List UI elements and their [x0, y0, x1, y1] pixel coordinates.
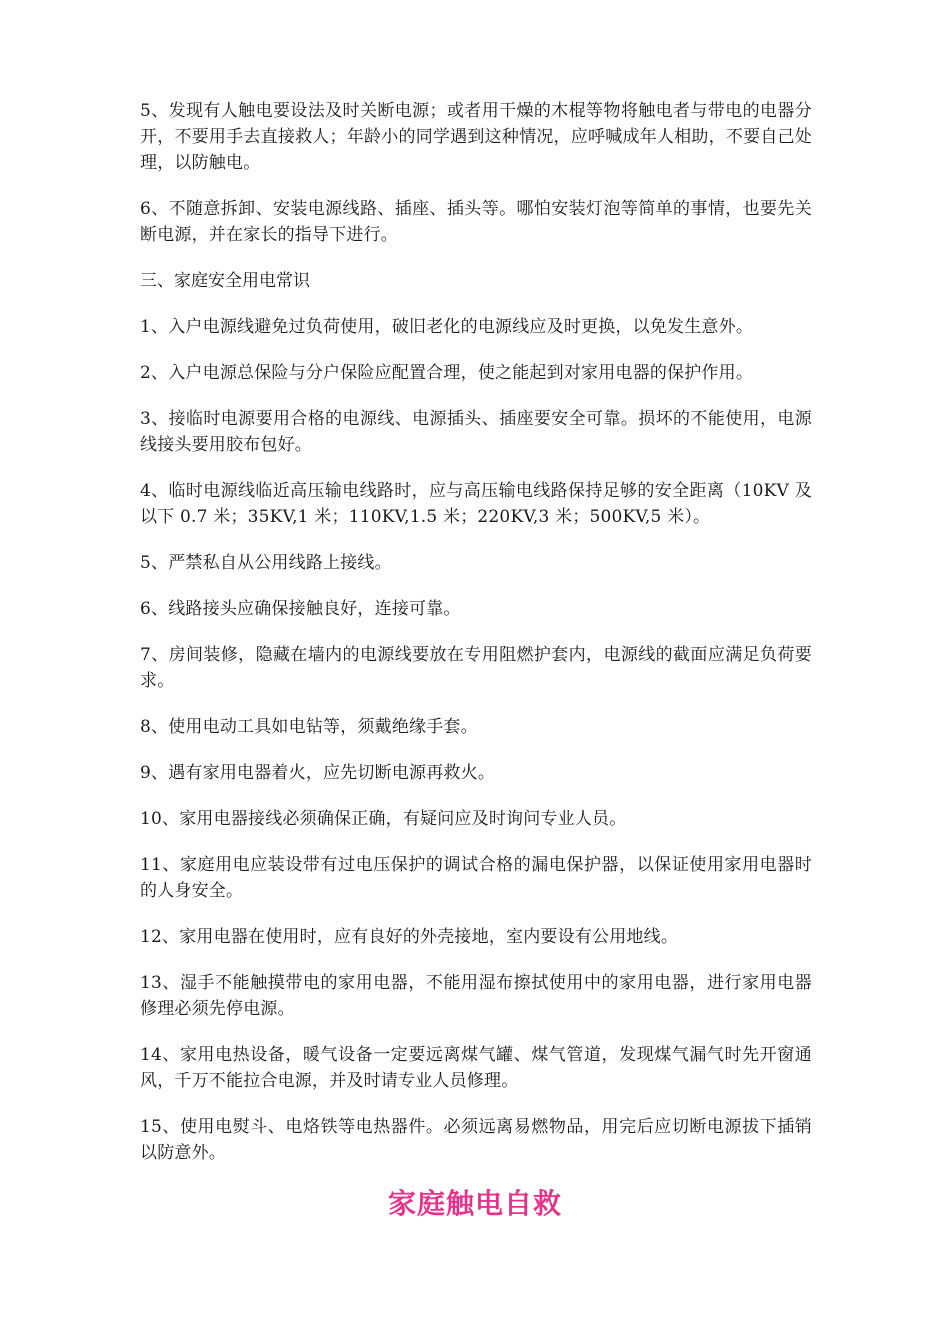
list-item: 4、临时电源线临近高压输电线路时，应与高压输电线路保持足够的安全距离（10KV 及以下 0.7 米；35KV,1 米；110KV,1.5 米；220KV,3 米；500KV,5 米）。	[140, 481, 812, 527]
list-item: 8、使用电动工具如电钻等，须戴绝缘手套。	[140, 717, 478, 737]
list-item: 6、线路接头应确保接触良好，连接可靠。	[140, 599, 461, 619]
safety-list	[140, 314, 812, 1166]
list-item: 13、湿手不能触摸带电的家用电器，不能用湿布擦拭使用中的家用电器，进行家用电器修理必须先停电源。	[140, 973, 812, 1019]
list-item: 3、接临时电源要用合格的电源线、电源插头、插座要安全可靠。损坏的不能使用，电源线接头要用胶布包好。	[140, 409, 812, 455]
list-item: 11、家庭用电应装设带有过电压保护的调试合格的漏电保护器，以保证使用家用电器时的人身安全。	[140, 855, 812, 901]
document-body	[140, 98, 812, 1186]
paragraph-intro-6: 6、不随意拆卸、安装电源线路、插座、插头等。哪怕安装灯泡等简单的事情，也要先关断电源，并在家长的指导下进行。	[140, 199, 812, 245]
list-item: 2、入户电源总保险与分户保险应配置合理，使之能起到对家用电器的保护作用。	[140, 363, 754, 383]
list-item: 10、家用电器接线必须确保正确，有疑问应及时询问专业人员。	[140, 809, 627, 829]
next-section-title: 家庭触电自救	[387, 1187, 562, 1220]
paragraph-intro-5: 5、发现有人触电要设法及时关断电源；或者用干燥的木棍等物将触电者与带电的电器分开，不要用手去直接救人；年龄小的同学遇到这种情况，应呼喊成年人相助，不要自己处理，以防触电。	[140, 101, 812, 173]
list-item: 15、使用电熨斗、电烙铁等电热器件。必须远离易燃物品，用完后应切断电源拔下插销以防意外。	[140, 1117, 812, 1163]
section-heading: 三、家庭安全用电常识	[140, 271, 310, 291]
list-item: 1、入户电源线避免过负荷使用，破旧老化的电源线应及时更换，以免发生意外。	[140, 317, 754, 337]
list-item: 9、遇有家用电器着火，应先切断电源再救火。	[140, 763, 496, 783]
list-item: 14、家用电热设备，暖气设备一定要远离煤气罐、煤气管道，发现煤气漏气时先开窗通风，千万不能拉合电源，并及时请专业人员修理。	[140, 1045, 812, 1091]
list-item: 7、房间装修，隐藏在墙内的电源线要放在专用阻燃护套内，电源线的截面应满足负荷要求。	[140, 645, 812, 691]
list-item: 5、严禁私自从公用线路上接线。	[140, 553, 392, 573]
list-item: 12、家用电器在使用时，应有良好的外壳接地，室内要设有公用地线。	[140, 927, 679, 947]
